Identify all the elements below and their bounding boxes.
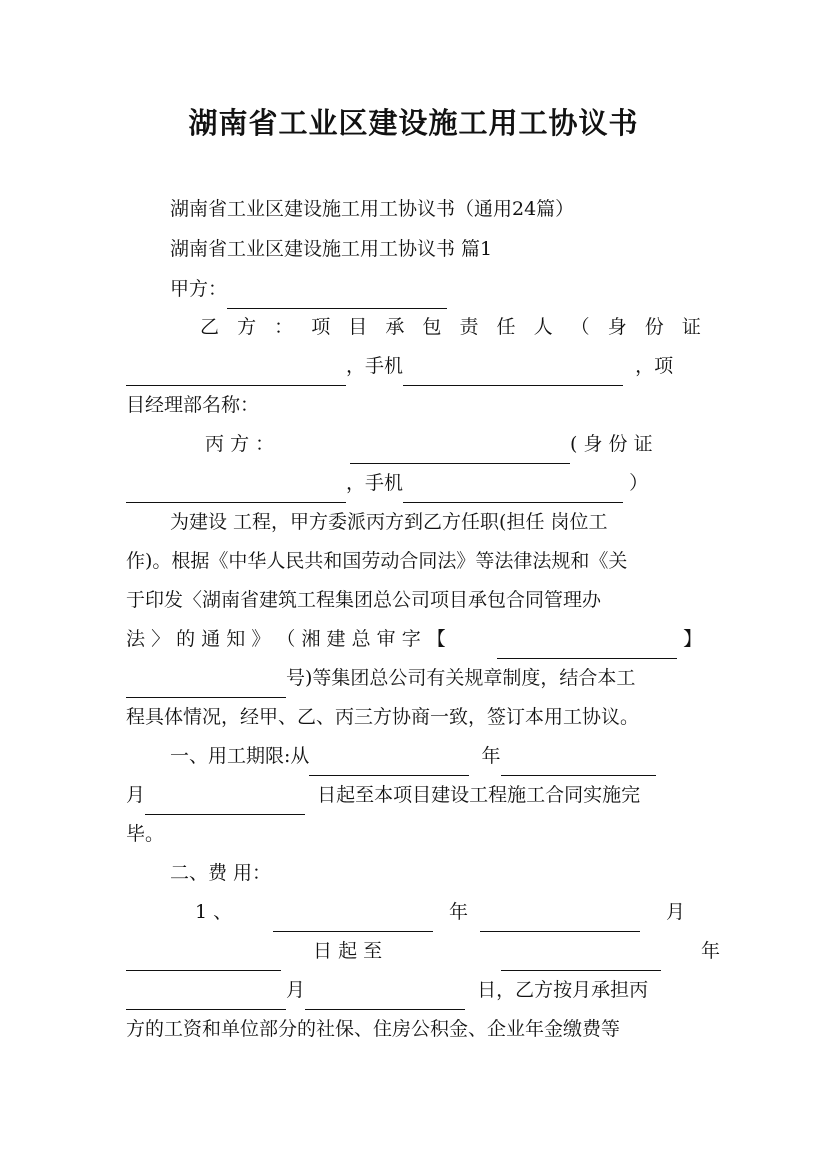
paragraph-line: 程具体情况，经甲、乙、丙三方协商一致，签订本用工协议。	[126, 706, 640, 728]
char: 建	[326, 628, 346, 650]
paragraph-line: 作)。根据《中华人民共和国劳动合同法》等法律法规和《关	[126, 550, 628, 572]
char: 责	[459, 316, 479, 338]
date-blank	[501, 942, 661, 971]
document-title: 湖南省工业区建设施工用工协议书	[188, 106, 639, 140]
paragraph-line	[126, 658, 701, 698]
id-blank	[126, 474, 346, 503]
char: 》	[251, 628, 271, 650]
paragraph-line	[126, 619, 701, 659]
char: 的	[176, 628, 196, 650]
party-b-line	[200, 307, 701, 347]
subtitle-line: 湖南省工业区建设施工用工协议书（通用24篇）	[170, 198, 575, 220]
char: 1	[195, 901, 208, 923]
phone-blank	[403, 474, 623, 503]
date-blank	[305, 981, 465, 1010]
char: 任	[496, 316, 516, 338]
char: （	[276, 628, 296, 650]
char: 方	[230, 433, 250, 455]
text: 日起至本项目建设工程施工合同实施完	[317, 784, 641, 806]
char: 【	[426, 628, 446, 650]
text: 年	[449, 901, 469, 923]
char: 方	[237, 316, 257, 338]
char: 至	[363, 940, 383, 962]
phone-label: ，手机	[346, 355, 404, 377]
text: 月	[666, 901, 686, 923]
text: 】	[683, 628, 703, 650]
section-heading: 二、费 用：	[170, 862, 272, 884]
phone-label: ，手机	[346, 472, 404, 494]
char: 份	[644, 316, 664, 338]
char: 身	[607, 316, 627, 338]
char: 、	[213, 901, 233, 923]
paragraph-line: 为建设 工程，甲方委派丙方到乙方任职(担任 岗位工	[170, 511, 608, 533]
party-a-label: 甲方：	[170, 278, 228, 300]
char: 审	[376, 628, 396, 650]
party-c-id-line	[126, 463, 701, 503]
char: 承	[385, 316, 405, 338]
fee-line	[126, 970, 701, 1010]
paragraph-line: 于印发〈湖南省建筑工程集团总公司项目承包合同管理办	[126, 589, 602, 611]
section-heading: 湖南省工业区建设施工用工协议书 篇1	[170, 238, 493, 260]
char: 湘	[301, 628, 321, 650]
char: （	[570, 316, 590, 338]
date-blank	[309, 747, 469, 776]
char: 通	[201, 628, 221, 650]
term-line	[126, 775, 701, 815]
party-a-blank	[227, 280, 447, 309]
char: 起	[338, 940, 358, 962]
text: 号)等集团总公司有关规章制度，结合本工	[286, 667, 636, 689]
fee-line	[126, 931, 721, 971]
date-blank	[145, 786, 305, 815]
text: 月	[126, 784, 146, 806]
char: 人	[533, 316, 553, 338]
text: 月	[286, 979, 306, 1001]
char: 份	[608, 433, 628, 455]
document-number-blank	[497, 630, 677, 659]
text: ）	[629, 472, 649, 494]
fee-line: 方的工资和单位部分的社保、住房公积金、企业年金缴费等	[126, 1018, 621, 1040]
date-blank	[480, 903, 640, 932]
char: 总	[351, 628, 371, 650]
char: 日	[313, 940, 333, 962]
party-c-blank	[350, 435, 570, 464]
text: 一、用工期限:从	[170, 745, 310, 767]
text: 年	[481, 745, 501, 767]
char: 证	[633, 433, 653, 455]
term-line: 毕。	[126, 823, 165, 845]
char: ：	[255, 433, 275, 455]
date-blank	[501, 747, 656, 776]
char: 法	[126, 628, 146, 650]
party-a-line	[170, 269, 701, 309]
fee-line	[195, 892, 701, 932]
char: 〉	[151, 628, 171, 650]
term-line	[170, 736, 701, 776]
char: 知	[226, 628, 246, 650]
char: 项	[311, 316, 331, 338]
text: 日，乙方按月承担丙	[477, 979, 649, 1001]
char: 包	[422, 316, 442, 338]
party-c-line	[205, 424, 701, 464]
date-blank	[126, 942, 281, 971]
phone-blank	[403, 357, 623, 386]
party-b-id-line	[126, 346, 701, 386]
char: 字	[401, 628, 421, 650]
text: 年	[701, 940, 721, 962]
char: 证	[681, 316, 701, 338]
text: ，项	[635, 355, 674, 377]
char: 身	[583, 433, 603, 455]
date-blank	[273, 903, 433, 932]
dept-name-line: 目经理部名称：	[126, 394, 260, 416]
char: 乙	[200, 316, 220, 338]
char: (	[570, 433, 578, 455]
char: ：	[274, 316, 294, 338]
id-blank	[126, 357, 346, 386]
char: 目	[348, 316, 368, 338]
date-blank	[126, 981, 286, 1010]
char: 丙	[205, 433, 225, 455]
document-number-blank	[126, 669, 286, 698]
